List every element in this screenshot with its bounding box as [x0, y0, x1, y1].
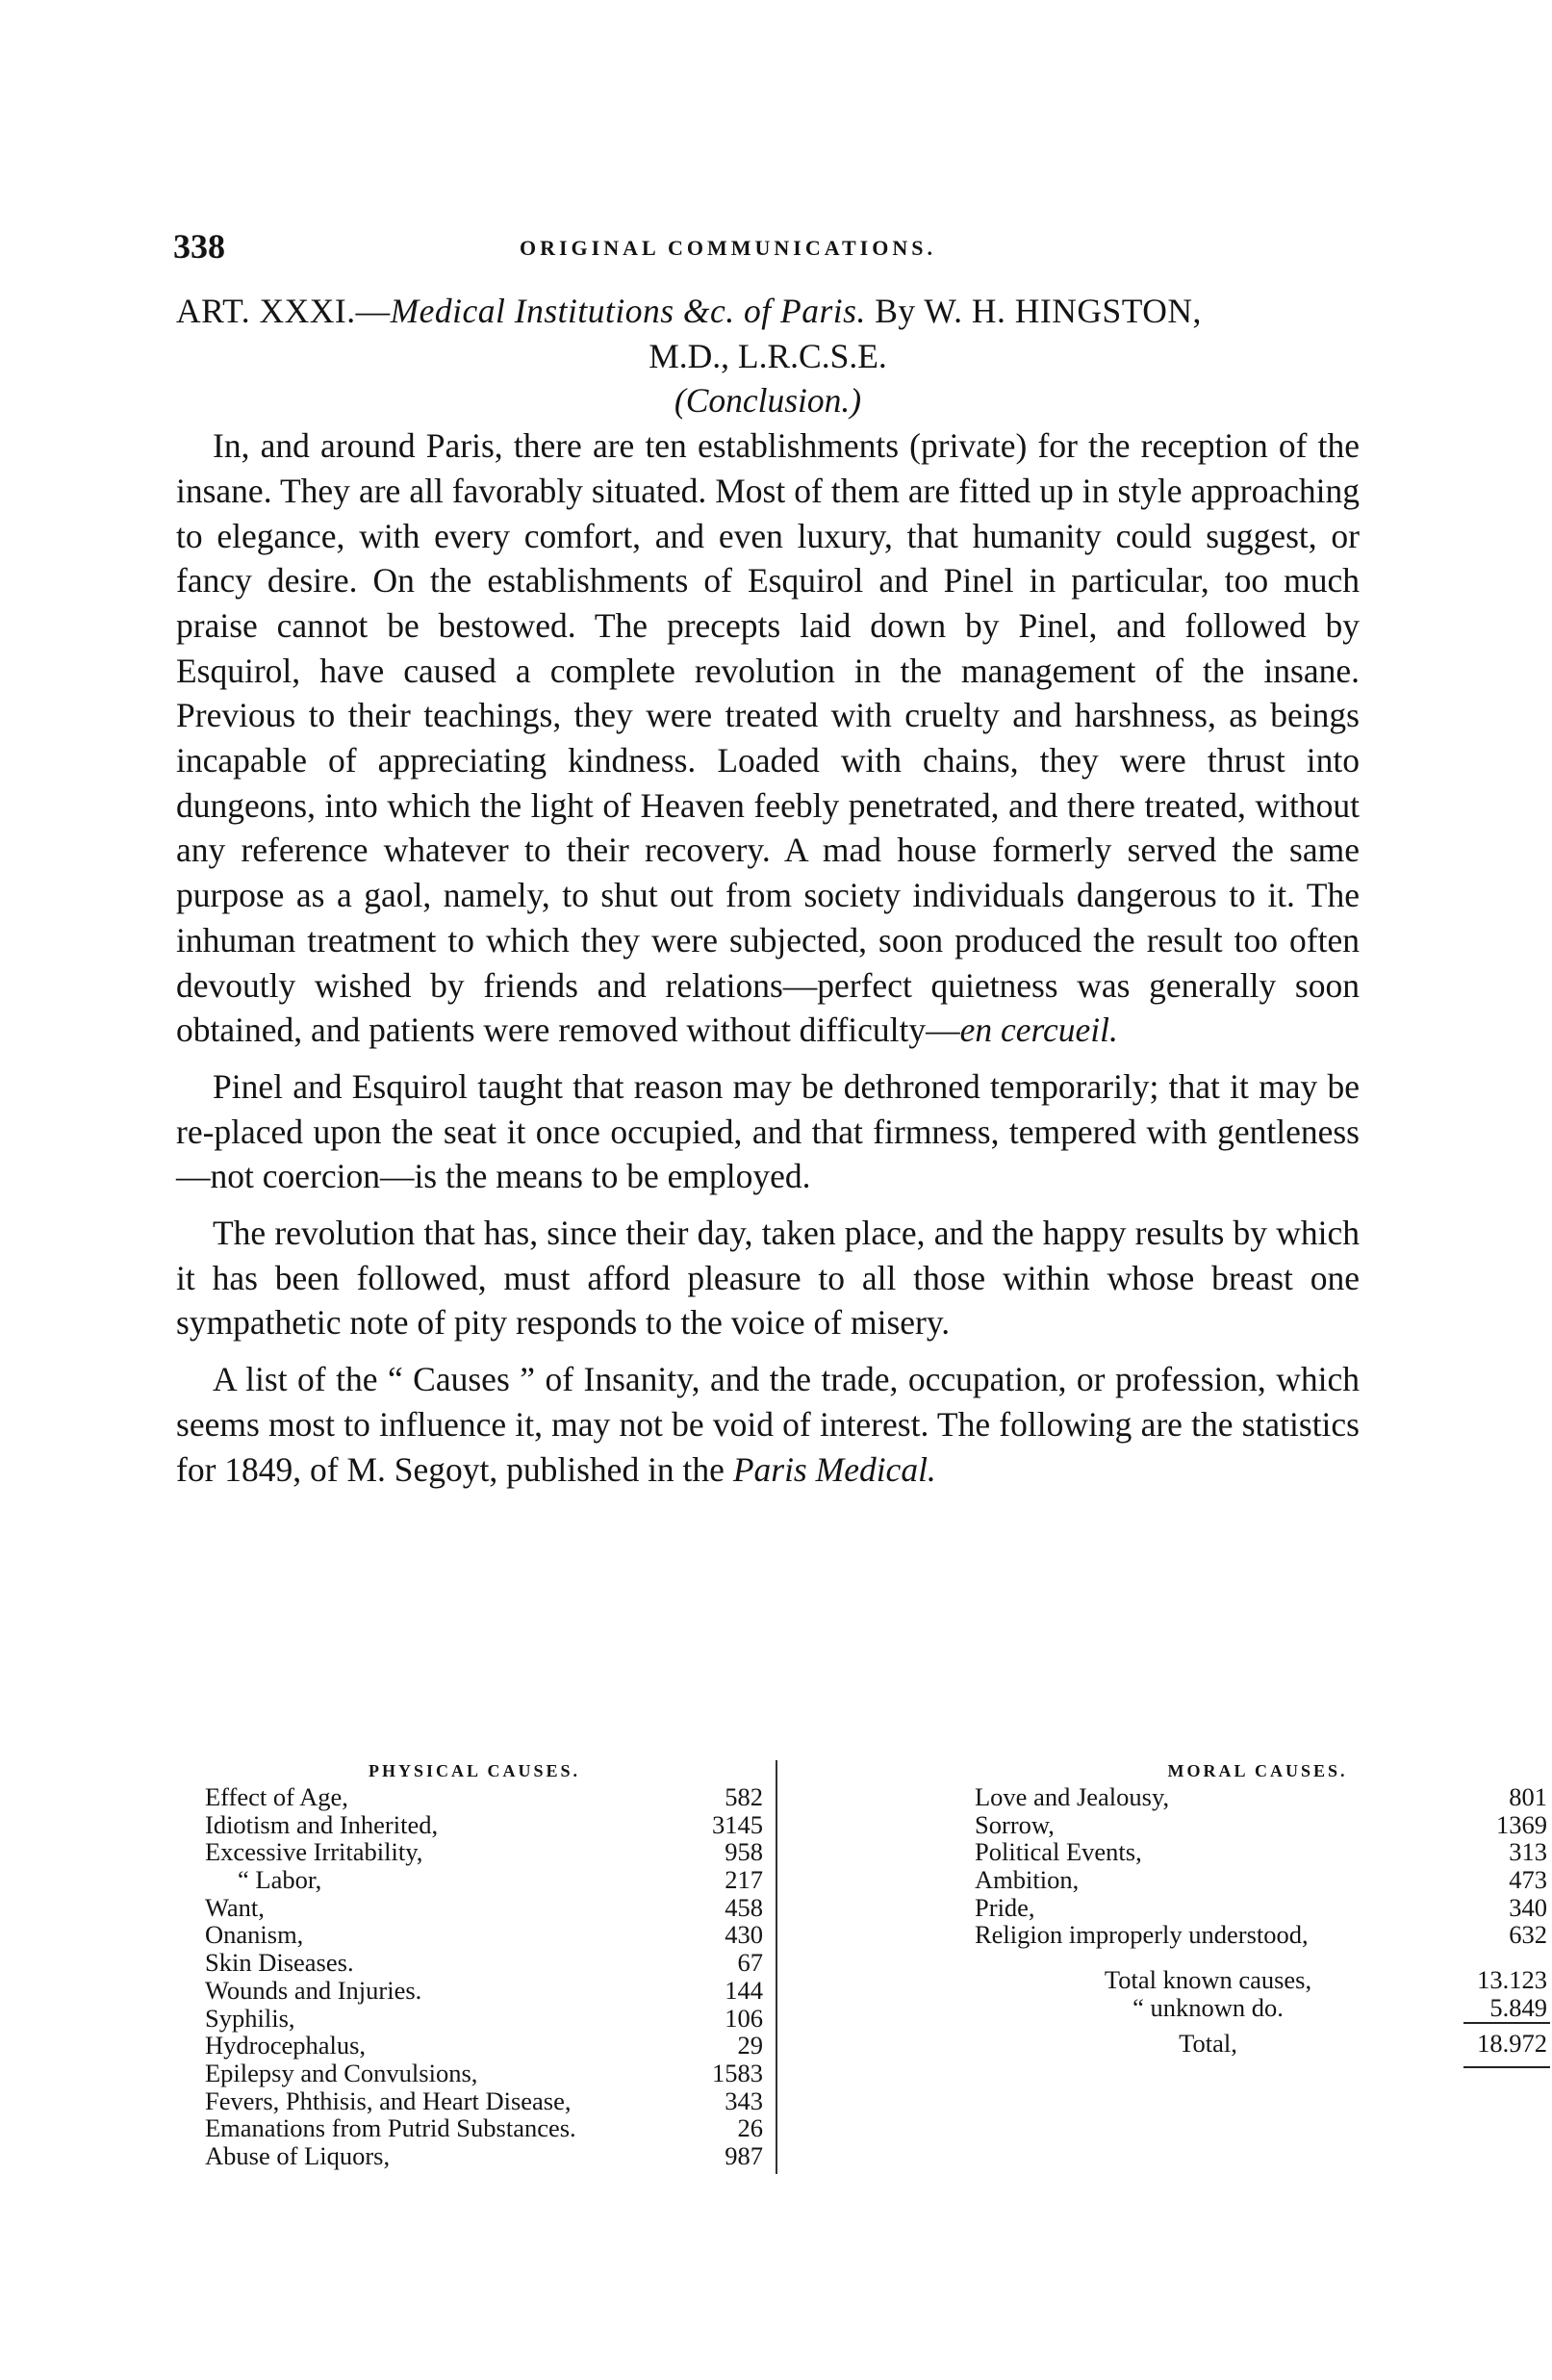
row-value: 29	[737, 2031, 763, 2060]
moral-causes-body	[963, 1783, 1552, 2068]
row-label: Abuse of Liquors,	[205, 2140, 391, 2170]
table-row	[205, 1783, 763, 1811]
total-known-row	[975, 1966, 1547, 1994]
paragraph-1-italic: en cercueil.	[959, 1011, 1118, 1050]
table-row	[205, 2060, 763, 2087]
row-label: Onanism,	[205, 1920, 304, 1950]
unknown-label: “ unknown do.	[1132, 1992, 1284, 2022]
table-row	[205, 1866, 763, 1894]
row-label: Fevers, Phthisis, and Heart Disease,	[205, 2086, 572, 2115]
table-row	[205, 2032, 763, 2060]
paragraph-4	[176, 1357, 1360, 1492]
row-value: 340	[1509, 1892, 1547, 1922]
row-label: Love and Jealousy,	[975, 1782, 1170, 1811]
total-known-value: 13.123	[1477, 1965, 1547, 1995]
table-row	[205, 1894, 763, 1922]
row-label: Religion improperly understood,	[975, 1920, 1309, 1950]
row-label: Political Events,	[975, 1837, 1142, 1867]
row-value: 582	[725, 1782, 763, 1811]
grand-total-row	[975, 2030, 1547, 2058]
article-number: ART. XXXI.—	[176, 292, 391, 330]
row-label: Pride,	[975, 1892, 1035, 1922]
unknown-row	[975, 1994, 1547, 2022]
physical-causes-heading: PHYSICAL CAUSES.	[368, 1761, 581, 1780]
row-label: Wounds and Injuries.	[205, 1975, 422, 2005]
table-row	[205, 1949, 763, 1977]
paragraph-4-text: A list of the “ Causes ” of Insanity, and the trade, occupation, or profession, which seems most to influence it, may not be void of interest. The following are the statistics for 1849, of M. Segoyt, published in the	[176, 1360, 1360, 1489]
grand-total-label: Total,	[1179, 2028, 1237, 2058]
author-degrees: M.D., L.R.C.S.E.	[649, 336, 887, 375]
table-row	[975, 1783, 1547, 1811]
running-head: ORIGINAL COMMUNICATIONS.	[520, 236, 936, 260]
row-label: Ambition,	[975, 1865, 1080, 1895]
table-row	[975, 1921, 1547, 1949]
row-label: Excessive Irritability,	[205, 1837, 423, 1867]
row-value: 1583	[712, 2058, 763, 2087]
table-row	[975, 1811, 1547, 1839]
article-author: By W. H. HINGSTON,	[865, 292, 1202, 330]
table-row	[975, 1838, 1547, 1866]
row-value: 144	[725, 1975, 763, 2005]
row-value: 987	[725, 2140, 763, 2170]
table-row	[205, 1838, 763, 1866]
row-value: 632	[1509, 1920, 1547, 1950]
row-value: 67	[737, 1948, 763, 1978]
article-title-italic: Medical Institutions &c. of Paris.	[390, 292, 866, 330]
paragraph-3: The revolution that has, since their day, taken place, and the happy results by which it has been followed, must afford pleasure to all those within whose breast one sympathetic note of pity responds to the voice of misery.	[176, 1214, 1360, 1343]
row-value: 313	[1509, 1837, 1547, 1867]
page-header	[173, 226, 1386, 269]
row-label: Epilepsy and Convulsions,	[205, 2058, 478, 2087]
end-rule	[1463, 2066, 1550, 2068]
row-value: 801	[1509, 1782, 1547, 1811]
row-value: 26	[737, 2113, 763, 2143]
table-row	[205, 1811, 763, 1839]
row-value: 343	[725, 2086, 763, 2115]
table-row	[975, 1866, 1547, 1894]
article-body	[176, 289, 1360, 1492]
table-row	[205, 1921, 763, 1949]
row-label: Effect of Age,	[205, 1782, 348, 1811]
totals-block	[975, 1966, 1552, 2068]
spacer	[975, 1949, 1552, 1966]
page-number: 338	[173, 227, 225, 266]
unknown-value: 5.849	[1489, 1992, 1547, 2022]
row-value: 958	[725, 1837, 763, 1867]
row-value: 458	[725, 1892, 763, 1922]
table-row	[205, 2005, 763, 2033]
table-row	[205, 2087, 763, 2115]
row-value: 217	[725, 1865, 763, 1895]
row-value: 473	[1509, 1865, 1547, 1895]
paragraph-1	[176, 423, 1360, 1053]
statistics-tables	[176, 1758, 1547, 2259]
row-label: Want,	[205, 1892, 265, 1922]
row-value: 430	[725, 1920, 763, 1950]
table-row	[975, 1894, 1547, 1922]
row-label: Idiotism and Inherited,	[205, 1809, 439, 1839]
physical-causes-table	[205, 1758, 960, 2170]
table-divider	[776, 1760, 777, 2174]
moral-causes-table	[963, 1758, 1552, 2068]
conclusion-label: (Conclusion.)	[674, 381, 862, 421]
row-value: 106	[725, 2003, 763, 2033]
grand-total-value: 18.972	[1477, 2028, 1547, 2058]
row-label: Hydrocephalus,	[205, 2031, 367, 2060]
row-label: Syphilis,	[205, 2003, 295, 2033]
paragraph-2: Pinel and Esquirol taught that reason may be dethroned temporarily; that it may be re-placed upon the seat it once occupied, and that firmness, tempered with gentleness—not coercion—is the means to be employed.	[176, 1066, 1360, 1196]
row-label: Sorrow,	[975, 1809, 1055, 1839]
moral-causes-heading: MORAL CAUSES.	[1167, 1761, 1348, 1780]
row-value: 3145	[712, 1809, 763, 1839]
paragraph-1-text: In, and around Paris, there are ten establishments (private) for the reception of the insane. They are all favorably situated. Most of them are fitted up in style approaching to elegance, with every comfort, and even luxury, that humanity could suggest, or fancy desire. On the establishments of Esquirol and Pinel in particular, too much praise cannot be bestowed. The precepts laid down by Pinel, and followed by Esquirol, have caused a complete revolution in the management of the insane. Previous to their teachings, they were treated with cruelty and harshness, as beings incapable of appreciating kindness. Loaded with chains, they were thrust into dungeons, into which the light of Heaven feebly penetrated, and there treated, without any reference whatever to their recovery. A mad house formerly served the same purpose as a gaol, namely, to shut out from society individuals dangerous to it. The inhuman treatment to which they were subjected, soon produced the result too often devoutly wished by friends and relations—perfect quietness was generally soon obtained, and patients were removed without difficulty—	[176, 426, 1360, 1050]
table-row	[205, 2142, 763, 2170]
article-title	[176, 289, 1360, 334]
row-value: 1369	[1496, 1809, 1547, 1839]
row-label: Skin Diseases.	[205, 1948, 354, 1978]
total-known-label: Total known causes,	[1104, 1965, 1312, 1995]
row-label: Emanations from Putrid Substances.	[205, 2113, 576, 2143]
paragraph-4-italic: Paris Medical.	[732, 1449, 936, 1489]
table-row	[205, 1977, 763, 2005]
table-row	[205, 2114, 763, 2142]
row-label: “ Labor,	[238, 1865, 322, 1895]
